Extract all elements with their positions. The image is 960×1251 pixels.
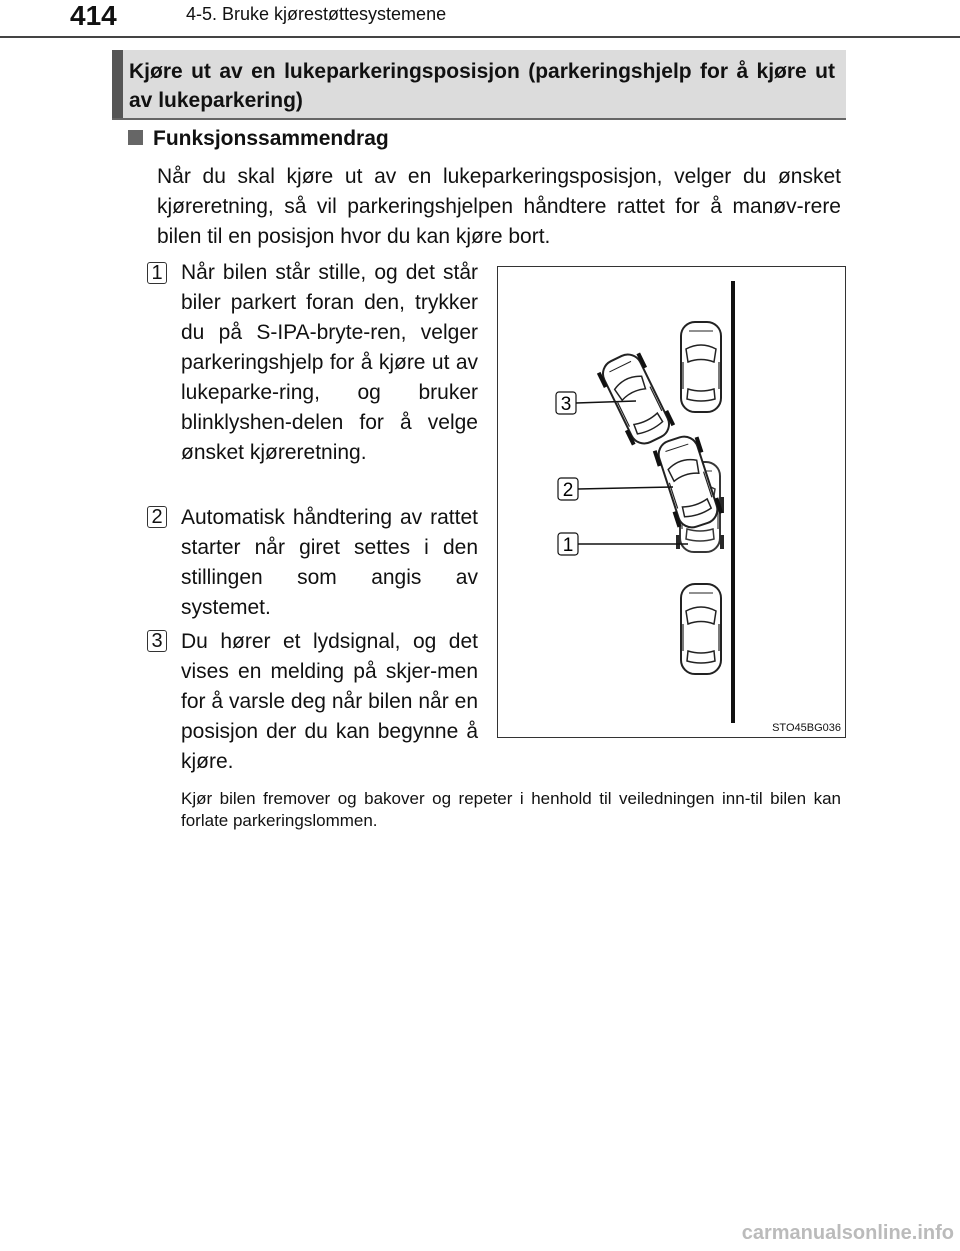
callout-1: 1 bbox=[562, 535, 574, 556]
intro-paragraph: Når du skal kjøre ut av en lukeparkeringsposisjon, velger du ønsket kjøreretning, så vil parkeringshjelpen håndtere rattet for å manøv-rere bilen til en posisjon hvor du kan kjøre bort. bbox=[157, 165, 841, 248]
step-1-text: Når bilen står stille, og det står biler parkert foran den, trykker du på S-IPA-bryte-ren, velger parkeringshjelp for å kjøre ut av lukeparke-ring, og bruker blinklyshen-delen for å velge ønsket kjøreretning. bbox=[181, 261, 478, 464]
step-1-number: 1 bbox=[147, 262, 167, 284]
subheading bbox=[128, 127, 389, 151]
parked-car-front-icon bbox=[681, 322, 721, 412]
step-3-number: 3 bbox=[147, 630, 167, 652]
callout-3: 3 bbox=[560, 394, 572, 415]
square-bullet-icon bbox=[128, 130, 143, 145]
car-position-3-icon bbox=[595, 348, 678, 450]
step-2-number: 2 bbox=[147, 506, 167, 528]
header-rule bbox=[0, 36, 960, 38]
subheading-text: Funksjonssammendrag bbox=[153, 127, 389, 150]
step-2-text: Automatisk håndtering av rattet starter når giret settes i den stillingen som angis av systemet. bbox=[181, 506, 478, 619]
step-3-text: Du hører et lydsignal, og det vises en melding på skjer-men for å varsle deg når bilen når en posisjon der du kan begynne å kjøre. bbox=[181, 630, 478, 773]
section-title: Kjøre ut av en lukeparkeringsposisjon (parkeringshjelp for å kjøre ut av lukeparkering) bbox=[129, 60, 835, 112]
parking-diagram bbox=[497, 266, 846, 738]
note-paragraph: Kjør bilen fremover og bakover og repeter i henhold til veiledningen inn-til bilen kan forlate parkeringslommen. bbox=[181, 789, 841, 830]
section-title-bar bbox=[112, 50, 123, 118]
figure-code: STO45BG036 bbox=[772, 722, 841, 734]
watermark: carmanualsonline.info bbox=[741, 1222, 954, 1244]
chapter-title: 4-5. Bruke kjørestøttesystemene bbox=[186, 4, 447, 24]
callout-2: 2 bbox=[562, 480, 574, 501]
parked-car-rear-icon bbox=[681, 584, 721, 674]
page-number: 414 bbox=[70, 0, 117, 31]
section-title-box bbox=[112, 50, 846, 120]
